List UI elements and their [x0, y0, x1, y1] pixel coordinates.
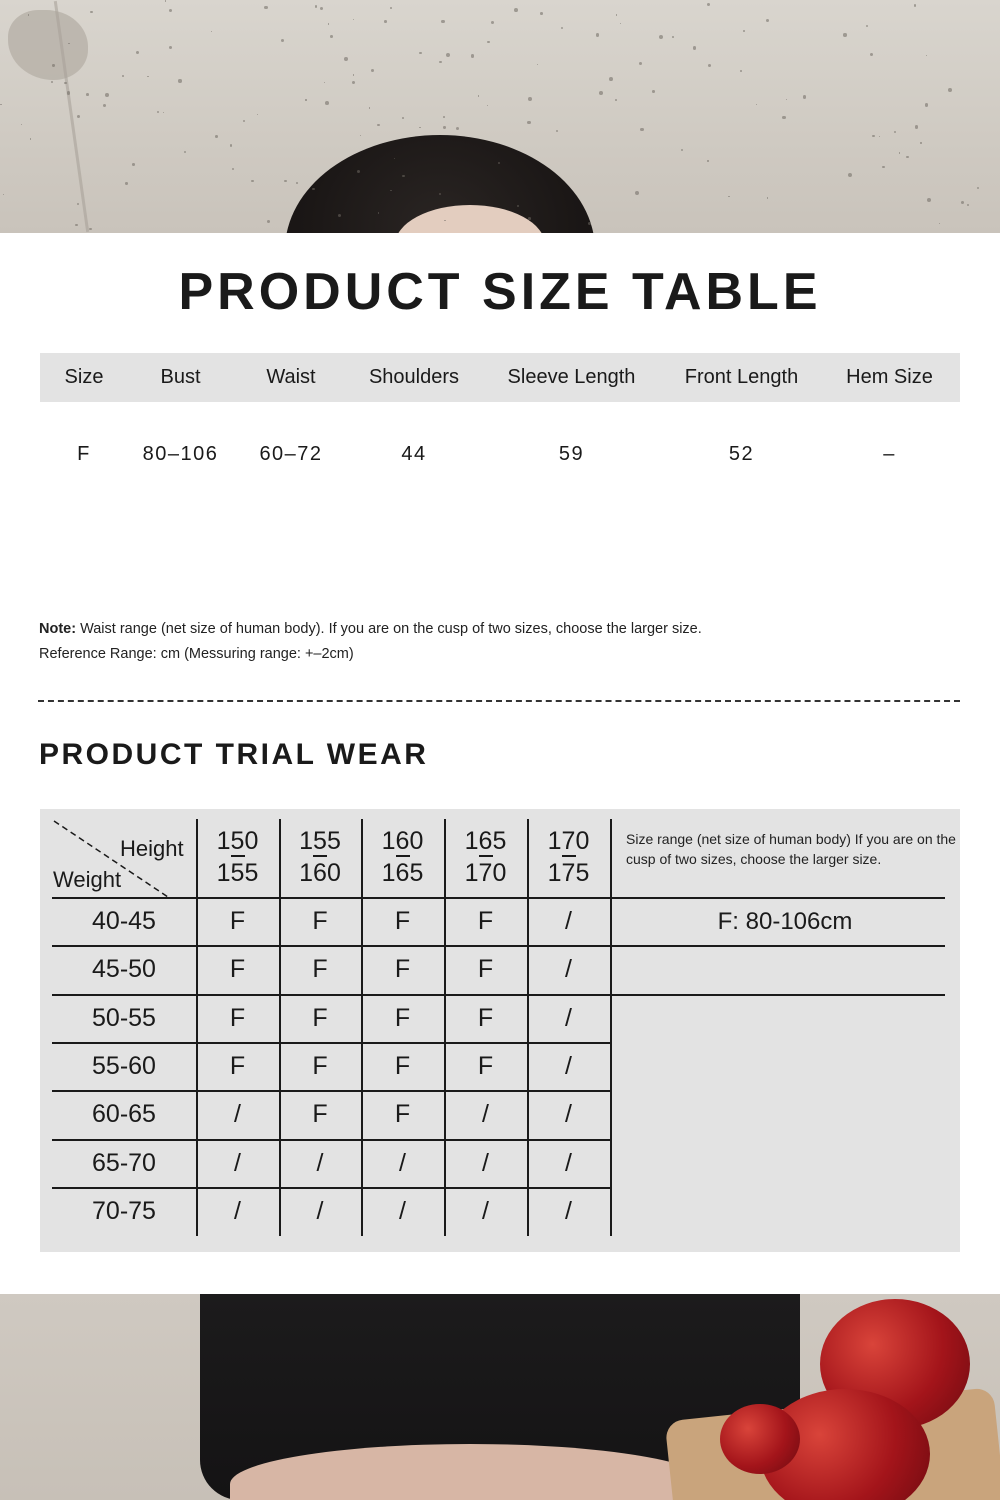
wall-speck	[257, 114, 258, 115]
wall-speck	[672, 36, 674, 38]
wall-speck	[870, 53, 873, 56]
height-range-header	[279, 823, 361, 891]
fit-cell: /	[399, 1197, 406, 1225]
wall-speck	[599, 91, 603, 95]
wall-speck	[899, 152, 900, 153]
cell-hem-size: –	[883, 442, 896, 465]
wall-speck	[377, 124, 379, 126]
wall-speck	[728, 196, 729, 197]
wall-speck	[782, 116, 785, 119]
fit-cell: F	[229, 1051, 246, 1080]
wall-speck	[0, 104, 2, 106]
height-from: 170	[547, 827, 590, 855]
wall-speck	[444, 220, 445, 221]
height-from: 150	[216, 827, 259, 855]
wall-speck	[915, 125, 918, 128]
fit-cell: /	[234, 1197, 241, 1225]
wall-speck	[635, 191, 639, 195]
wall-speck	[948, 88, 952, 92]
wall-speck	[402, 175, 405, 178]
wall-speck	[927, 198, 931, 202]
fit-cell: /	[565, 955, 572, 983]
wall-speck	[325, 101, 329, 105]
fit-cell: F	[394, 1100, 411, 1128]
wall-speck	[786, 99, 787, 100]
wall-speck	[528, 97, 532, 101]
height-range-header	[527, 823, 610, 891]
wall-speck	[77, 203, 79, 205]
wall-speck	[514, 8, 518, 12]
wall-speck	[353, 74, 355, 76]
wall-speck	[75, 224, 77, 226]
wall-speck	[446, 53, 450, 57]
size-note	[39, 617, 702, 667]
height-to: 160	[299, 859, 341, 887]
fit-cell: /	[565, 1148, 572, 1177]
wall-speck	[659, 35, 663, 39]
weight-range-label: 50-55	[92, 1003, 156, 1032]
wall-speck	[328, 23, 329, 24]
wall-speck	[967, 204, 969, 206]
wall-speck	[267, 220, 270, 223]
height-to: 175	[547, 859, 590, 887]
wall-speck	[68, 43, 69, 44]
wall-speck	[652, 90, 655, 93]
wall-speck	[914, 4, 917, 7]
wall-speck	[21, 124, 22, 125]
cell-shoulders: 44	[401, 442, 427, 465]
wall-speck	[52, 64, 54, 66]
wall-speck	[609, 77, 613, 81]
size-table	[40, 353, 960, 506]
wall-speck	[620, 23, 621, 24]
wall-speck	[616, 14, 618, 16]
header-shoulders: Shoulders	[349, 353, 479, 402]
dashed-divider	[38, 700, 960, 702]
cell-size: F	[77, 442, 91, 465]
height-to: 155	[216, 859, 259, 887]
wall-speck	[305, 99, 306, 100]
height-to: 170	[464, 859, 507, 887]
fit-cell: /	[316, 1148, 324, 1177]
wall-speck	[478, 95, 479, 96]
section-title: PRODUCT TRIAL WEAR	[39, 738, 429, 771]
wall-speck	[419, 127, 421, 129]
cell-waist: 60–72	[259, 442, 323, 465]
wall-speck	[125, 182, 127, 184]
wall-speck	[615, 99, 617, 101]
fit-cell: F	[312, 906, 328, 935]
wall-speck	[251, 180, 253, 182]
height-from: 160	[381, 827, 424, 855]
wall-speck	[471, 54, 475, 58]
wall-speck	[330, 35, 333, 38]
wall-speck	[352, 81, 355, 84]
top-model-photo	[0, 0, 1000, 233]
wall-speck	[184, 151, 186, 153]
wall-speck	[3, 194, 5, 196]
wall-speck	[165, 0, 166, 1]
wall-speck	[419, 52, 421, 54]
wall-speck	[441, 20, 445, 24]
wall-speck	[766, 19, 769, 22]
cell-sleeve-length: 59	[558, 442, 585, 465]
wall-speck	[708, 64, 711, 67]
cell-front-length: 52	[728, 442, 755, 465]
wall-speck	[925, 103, 928, 106]
wall-speck	[296, 182, 298, 184]
fit-cell: F	[477, 1051, 494, 1080]
fit-cell: /	[565, 1100, 572, 1128]
wall-speck	[740, 70, 742, 72]
height-from: 155	[299, 827, 341, 855]
height-range-header	[444, 823, 527, 891]
wall-speck	[384, 20, 387, 23]
fit-cell: F	[394, 1051, 411, 1080]
fit-cell: /	[565, 1051, 572, 1080]
wall-speck	[136, 51, 139, 54]
weight-range-label: 65-70	[92, 1148, 156, 1177]
wall-speck	[390, 7, 392, 9]
wall-speck	[344, 57, 348, 61]
wall-speck	[872, 135, 874, 137]
wall-speck	[147, 76, 148, 77]
wall-speck	[232, 168, 234, 170]
fit-cell: /	[482, 1197, 489, 1225]
wall-speck	[371, 69, 374, 72]
wall-speck	[843, 33, 846, 36]
wall-speck	[169, 46, 172, 49]
note-line	[39, 617, 702, 642]
wall-speck	[491, 21, 494, 24]
wall-speck	[487, 41, 490, 44]
reference-range: Reference Range: cm (Messuring range: +–2cm)	[39, 646, 354, 662]
grid-vertical-line	[610, 819, 612, 1236]
wall-speck	[707, 160, 708, 161]
fit-cell: F	[312, 1003, 328, 1032]
wall-speck	[77, 115, 80, 118]
wall-speck	[169, 9, 172, 12]
wall-speck	[378, 212, 379, 213]
height-to: 165	[381, 859, 424, 887]
wall-speck	[211, 31, 212, 32]
fit-cell: F	[477, 1003, 494, 1032]
fit-cell: /	[316, 1197, 324, 1225]
fit-cell: /	[399, 1148, 406, 1177]
wall-speck	[756, 104, 757, 105]
wall-speck	[596, 33, 600, 37]
wall-speck	[556, 130, 558, 132]
page-title: PRODUCT SIZE TABLE	[178, 263, 822, 321]
corner-weight-label: Weight	[53, 867, 122, 892]
header-size: Size	[40, 353, 128, 402]
fit-cell: /	[565, 906, 572, 935]
fit-cell: /	[234, 1148, 241, 1177]
table-row	[40, 402, 960, 506]
wall-speck	[312, 188, 314, 190]
wall-speck	[707, 3, 710, 6]
wall-speck	[443, 116, 445, 118]
wall-speck	[215, 135, 218, 138]
header-front-length: Front Length	[664, 353, 819, 402]
wall-speck	[105, 93, 109, 97]
header-waist: Waist	[233, 353, 349, 402]
wall-speck	[122, 75, 124, 77]
wall-speck	[103, 104, 106, 107]
fit-cell: F	[229, 906, 246, 935]
height-range-header	[361, 823, 444, 891]
wall-speck	[803, 95, 807, 99]
header-bust: Bust	[128, 353, 233, 402]
wall-speck	[157, 111, 159, 113]
wall-plaster-patch	[8, 10, 88, 80]
trial-side-note: Size range (net size of human body) If you are on the cusp of two sizes, choose the larger size.	[626, 831, 956, 867]
wall-speck	[640, 128, 643, 131]
fit-cell: /	[234, 1100, 241, 1128]
fit-cell: /	[565, 1003, 572, 1032]
wall-speck	[360, 135, 361, 136]
wall-speck	[498, 162, 500, 164]
wall-speck	[51, 81, 53, 83]
wall-speck	[89, 228, 91, 230]
trial-grid	[40, 809, 960, 1252]
wall-speck	[90, 11, 92, 13]
fit-cell: /	[565, 1197, 572, 1225]
wall-speck	[243, 120, 245, 122]
wall-speck	[561, 27, 563, 29]
wall-speck	[879, 136, 880, 137]
fit-cell: /	[482, 1148, 489, 1177]
wall-speck	[178, 79, 181, 82]
wall-speck	[443, 126, 445, 128]
fit-cell: F	[394, 906, 411, 935]
wall-speck	[64, 82, 66, 84]
wall-speck	[284, 180, 286, 182]
wall-speck	[926, 55, 927, 56]
wall-speck	[537, 64, 538, 65]
corner-height-label: Height	[120, 836, 184, 861]
fit-cell: F	[394, 1003, 411, 1032]
wall-speck	[230, 144, 232, 146]
wall-speck	[324, 82, 325, 83]
wall-speck	[369, 107, 370, 108]
wall-speck	[767, 197, 769, 199]
cell-bust: 80–106	[142, 442, 219, 465]
wall-speck	[456, 127, 459, 130]
trial-wear-table	[40, 809, 960, 1252]
wall-speck	[439, 61, 441, 63]
wall-speck	[487, 105, 488, 106]
wall-speck	[639, 62, 642, 65]
fit-cell: F	[312, 1100, 328, 1128]
weight-range-label: 60-65	[92, 1100, 156, 1128]
wall-speck	[315, 5, 318, 8]
wall-speck	[353, 19, 354, 20]
header-sleeve-length: Sleeve Length	[479, 353, 664, 402]
fit-cell: F	[229, 955, 246, 983]
wall-speck	[848, 173, 852, 177]
wall-speck	[920, 142, 921, 143]
weight-range-label: 55-60	[92, 1051, 156, 1080]
weight-range-label: 45-50	[92, 955, 156, 983]
wall-speck	[320, 7, 323, 10]
wall-speck	[882, 166, 884, 168]
apple	[720, 1404, 800, 1474]
header-hem-size: Hem Size	[819, 353, 960, 402]
fit-value: F: 80-106cm	[717, 908, 853, 935]
wall-speck	[939, 223, 940, 224]
wall-speck	[894, 131, 896, 133]
wall-speck	[67, 91, 70, 94]
wall-speck	[681, 149, 683, 151]
wall-speck	[977, 187, 979, 189]
height-from: 165	[464, 827, 507, 855]
fit-cell: F	[477, 906, 494, 935]
wall-speck	[264, 6, 268, 10]
fit-cell: F	[229, 1003, 246, 1032]
wall-speck	[281, 39, 284, 42]
note-label: Note:	[39, 621, 77, 637]
fit-cell: F	[477, 955, 494, 983]
fit-cell: F	[312, 1051, 328, 1080]
wall-speck	[163, 112, 164, 113]
wall-speck	[132, 163, 135, 166]
wall-speck	[961, 201, 964, 204]
note-text: Waist range (net size of human body). If you are on the cusp of two sizes, choose the larger size.	[80, 621, 702, 637]
wall-speck	[402, 117, 404, 119]
bottom-model-photo	[0, 1294, 1000, 1500]
wall-speck	[540, 12, 543, 15]
weight-range-label: 40-45	[92, 906, 156, 935]
wall-speck	[527, 121, 530, 124]
wall-speck	[743, 30, 745, 32]
size-table-header-row	[40, 353, 960, 402]
height-range-header	[196, 823, 279, 891]
wall-speck	[693, 46, 696, 49]
wall-speck	[906, 156, 908, 158]
fit-cell: F	[394, 955, 411, 983]
wall-speck	[866, 25, 868, 27]
fit-cell: /	[482, 1100, 489, 1128]
weight-range-label: 70-75	[92, 1197, 156, 1225]
wall-speck	[86, 93, 89, 96]
wall-speck	[30, 138, 32, 140]
wall-speck	[528, 217, 531, 220]
fit-cell: F	[312, 955, 328, 983]
